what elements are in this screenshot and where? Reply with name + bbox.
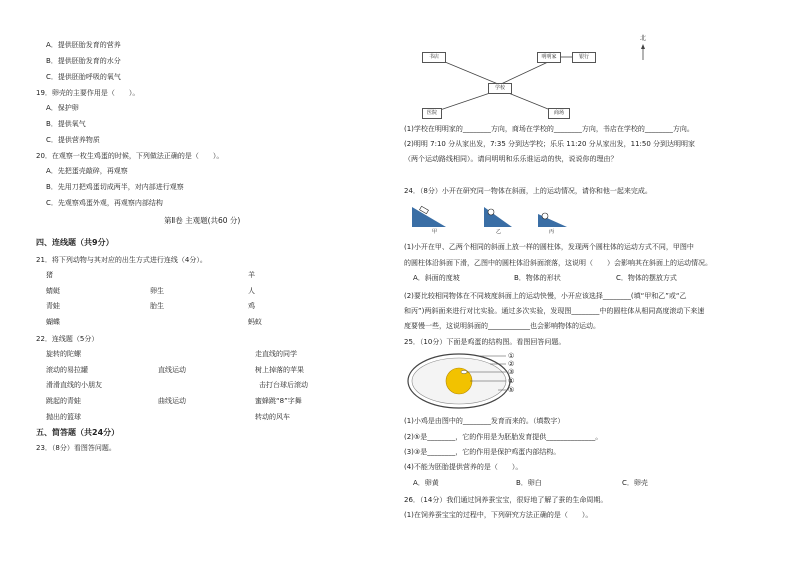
q25-4-option-c: C．卵壳 <box>622 479 648 487</box>
q20-option-a: A．先把蛋壳敲碎，再观察 <box>46 167 128 175</box>
q19-option-a: A．保护卵 <box>46 104 79 112</box>
q22-middle-item: 直线运动 <box>158 366 186 374</box>
q22-right-item: 转动的风车 <box>255 413 290 421</box>
q24-1-line1: (1)小开在甲、乙两个相同的斜面上放一样的圆柱体，发现两个圆柱体的运动方式不同，甲图中 <box>404 243 694 251</box>
q21-right-item: 人 <box>248 287 255 295</box>
q25-1: (1)小鸡是由图中的________发育而来的。（填数字） <box>404 417 565 425</box>
section4-heading: 四、连线题（共9分） <box>36 238 114 247</box>
q18-option-a: A．提供胚胎发育的营养 <box>46 41 121 49</box>
q24-2-line2: 和丙”)两斜面来进行对比实验。通过多次实验，发现图________中的圆柱体从相同高度滚动下来速 <box>404 307 705 315</box>
egg-label: ② <box>508 360 515 368</box>
q19-option-c: C．提供营养物质 <box>46 136 100 144</box>
q22-right-item: 树上掉落的苹果 <box>255 366 304 374</box>
q24-1-line2: 的圆柱体沿斜面下滑，乙图中的圆柱体沿斜面滚落，这说明（ ）会影响其在斜面上的运动情况。 <box>404 259 712 267</box>
section5-heading: 五、简答题（共24分） <box>36 428 120 437</box>
ramp-label-bing: 丙 <box>549 229 555 235</box>
q19-stem: 19．卵壳的主要作用是（ ）。 <box>36 89 140 97</box>
q21-stem: 21．将下列动物与其对应的出生方式进行连线（4分）。 <box>36 256 207 264</box>
egg-label: ③ <box>508 368 515 376</box>
q24-1-option-c: C．物体的摆放方式 <box>616 274 677 282</box>
egg-label: ① <box>508 352 515 360</box>
q22-right-item: 蜜蜂跳“8”字舞 <box>255 397 302 405</box>
q24-1-option-a: A．斜面的度坡 <box>413 274 460 282</box>
q24-1-option-b: B．物体的形状 <box>514 274 561 282</box>
part2-title: 第Ⅱ卷 主观题(共60 分) <box>164 216 241 225</box>
q26-stem: 26．（14分）我们通过饲养蚕宝宝，很好地了解了蚕的生命周期。 <box>404 496 608 504</box>
q23-1: (1)学校在明明家的________方向，商场在学校的________方向，书店在学校的________方向。 <box>404 125 694 133</box>
q20-option-b: B．先用刀把鸡蛋切成两半，对内部进行观察 <box>46 183 184 191</box>
q21-right-item: 蚂蚁 <box>248 318 262 326</box>
q25-stem: 25．（10分）下面是鸡蛋的结构图。看图回答问题。 <box>404 338 566 346</box>
q22-right-item: 走直线的同学 <box>255 350 297 358</box>
q25-3: (3)③是________，它的作用是保护鸡蛋内部结构。 <box>404 448 561 456</box>
q18-option-b: B．提供胚胎发育的水分 <box>46 57 121 65</box>
q22-right-item: 击打台球后滚动 <box>259 381 308 389</box>
q24-stem: 24．（8分）小开在研究同一物体在斜面，上的运动情况，请你和他一起来完成。 <box>404 187 652 195</box>
q21-right-item: 羊 <box>248 271 255 279</box>
q23-2-line2: （两个运动路线相同）。请问明明和乐乐谁运动的快，说说你的理由？ <box>404 155 618 163</box>
q22-middle-item: 曲线运动 <box>158 397 186 405</box>
map-place-mall: 商场 <box>548 108 570 119</box>
q23-2-line1: (2)明明 7:10 分从家出发，7:35 分到达学校；乐乐 11:20 分从家出发，11:50 分到达明明家 <box>404 140 696 148</box>
q20-option-c: C．先观察鸡蛋外观，再观察内部结构 <box>46 199 163 207</box>
q21-left-item: 猪 <box>46 271 53 279</box>
q23-stem: 23．（8分）看图答问题。 <box>36 444 116 452</box>
ramp-label-yi: 乙 <box>496 229 502 235</box>
q21-left-item: 蜻蜓 <box>46 287 60 295</box>
egg-label: ⑤ <box>508 386 515 394</box>
q25-2: (2)⑤是________，它的作用是为胚胎发育提供______________。 <box>404 433 603 441</box>
q21-left-item: 青蛙 <box>46 302 60 310</box>
q24-2-line3: 度要慢一些，这说明斜面的____________也会影响物体的运动。 <box>404 322 600 330</box>
q18-option-c: C．提供胚胎呼吸的氧气 <box>46 73 121 81</box>
q22-stem: 22．连线题（5分） <box>36 335 99 343</box>
q19-option-b: B．提供氧气 <box>46 120 86 128</box>
q21-right-item: 鸡 <box>248 302 255 310</box>
q22-left-item: 滑滑直线的小朋友 <box>46 381 102 389</box>
q21-middle-item: 胎生 <box>150 302 164 310</box>
q21-middle-item: 卵生 <box>150 287 164 295</box>
map-place-bookstore: 书店 <box>422 52 446 63</box>
q26-1: (1)在饲养蚕宝宝的过程中，下列研究方法正确的是（ ）。 <box>404 511 593 519</box>
q22-left-item: 旋转的陀螺 <box>46 350 81 358</box>
map-place-bank: 银行 <box>572 52 596 63</box>
q25-4-option-a: A．卵黄 <box>413 479 439 487</box>
q24-2-line1: (2)要比较相同物体在不同坡度斜面上的运动快慢，小开应该选择________(填“甲和乙”或“乙 <box>404 292 687 300</box>
q21-left-item: 蝴蝶 <box>46 318 60 326</box>
q25-4: (4)不能为胚胎提供营养的是（ ）。 <box>404 463 523 471</box>
q25-4-option-b: B．卵白 <box>516 479 542 487</box>
q22-left-item: 跳起的青蛙 <box>46 397 81 405</box>
q22-left-item: 滚动的易拉罐 <box>46 366 88 374</box>
ramp-label-jia: 甲 <box>432 229 438 235</box>
north-label: 北 <box>640 35 647 42</box>
q20-stem: 20．在观察一枚生鸡蛋的时候，下列做法正确的是（ ）。 <box>36 152 224 160</box>
map-place-hospital: 医院 <box>422 108 442 119</box>
egg-label: ④ <box>508 377 515 385</box>
q22-left-item: 抛出的篮球 <box>46 413 81 421</box>
map-place-school: 学校 <box>488 83 512 94</box>
map-place-mingming-home: 明明家 <box>537 52 561 63</box>
